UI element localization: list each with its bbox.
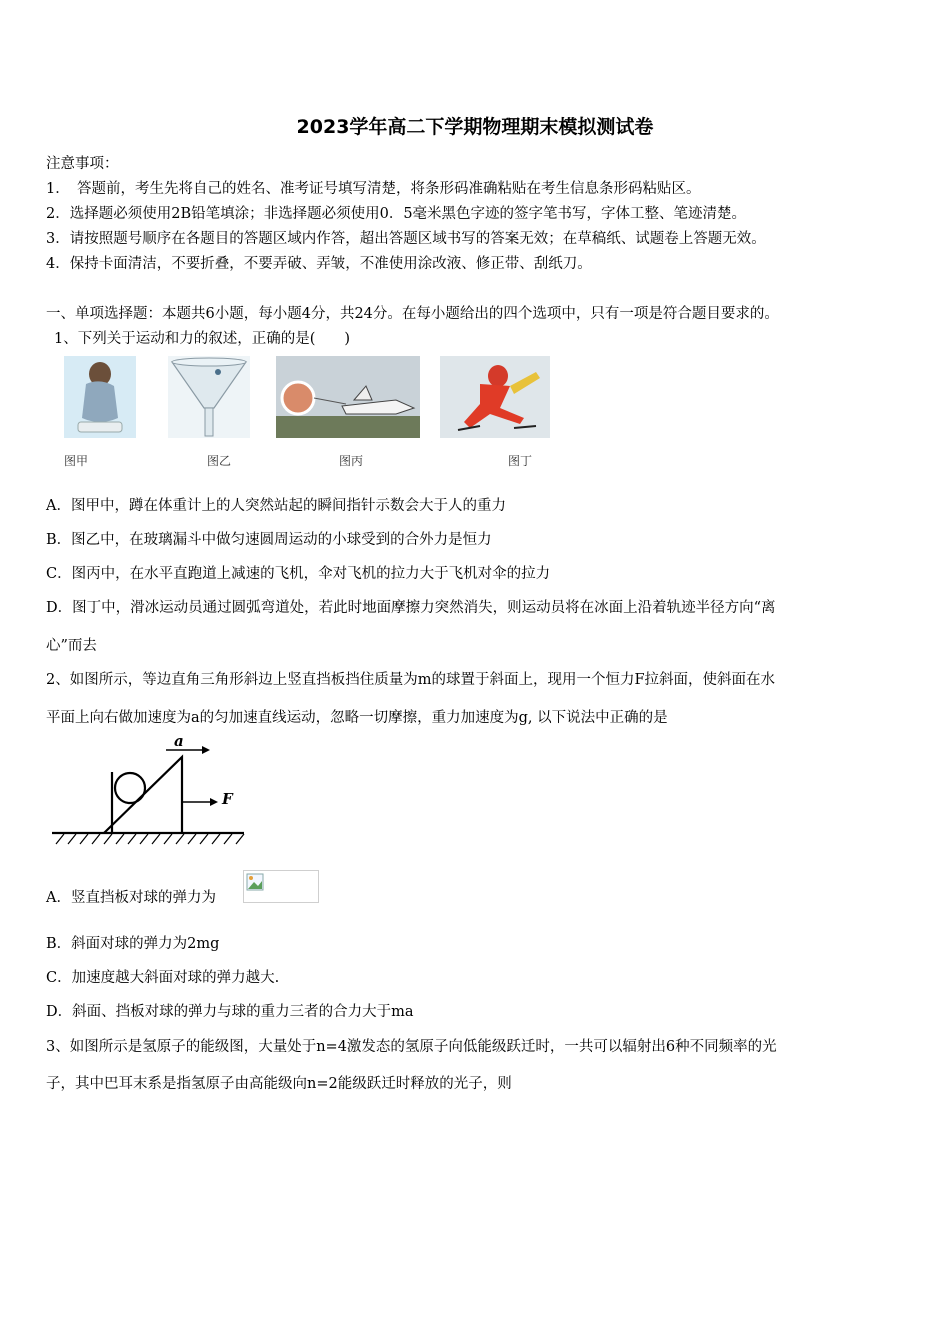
q1-option-b: B．图乙中，在玻璃漏斗中做匀速圆周运动的小球受到的合外力是恒力 (46, 532, 492, 548)
note-item: 1． 答题前，考生先将自己的姓名、准考证号填写清楚，将条形码准确粘贴在考生信息条形码粘贴区。 (46, 181, 701, 197)
figure-yi-funnel (168, 356, 250, 438)
funnel-icon (168, 356, 250, 438)
q3-stem-line2: 子，其中巴耳末系是指氢原子由高能级向n=2能级跃迁时释放的光子，则 (46, 1076, 512, 1092)
caption-ding: 图丁 (508, 454, 533, 468)
person-on-scale-icon (64, 356, 136, 438)
q3-stem-line1: 3、如图所示是氢原子的能级图，大量处于n=4激发态的氢原子向低能级跃迁时，一共可以辐射出6种不同频率的光 (46, 1039, 777, 1055)
q2-incline-figure (46, 732, 250, 848)
q1-option-d: D．图丁中，滑冰运动员通过圆弧弯道处，若此时地面摩擦力突然消失，则运动员将在冰面上沿着轨迹半径方向“离 (46, 600, 776, 616)
q2-stem-line2: 平面上向右做加速度为a的匀加速直线运动，忽略一切摩擦，重力加速度为g, 以下说法中正确的是 (46, 710, 668, 726)
figure-jia-photo (64, 356, 136, 438)
q2-option-a: A．竖直挡板对球的弹力为 (46, 890, 216, 906)
broken-image-placeholder (243, 870, 319, 903)
note-item: 3．请按照题号顺序在各题目的答题区域内作答，超出答题区域书写的答案无效；在草稿纸、试题卷上答题无效。 (46, 231, 766, 247)
q1-option-d-cont: 心”而去 (46, 638, 97, 654)
acceleration-label: a (174, 732, 184, 750)
q2-option-c: C．加速度越大斜面对球的弹力越大. (46, 970, 280, 986)
force-label: F (222, 790, 233, 808)
figure-bing-shuttle (276, 356, 420, 438)
caption-bing: 图丙 (339, 454, 364, 468)
q1-stem: 1、下列关于运动和力的叙述，正确的是( ) (54, 331, 351, 347)
page-title: 2023学年高二下学期物理期末模拟测试卷 (296, 116, 654, 138)
q1-option-c: C．图丙中，在水平直跑道上减速的飞机，伞对飞机的拉力大于飞机对伞的拉力 (46, 566, 551, 582)
skater-icon (440, 356, 550, 438)
q1-option-a: A．图甲中，蹲在体重计上的人突然站起的瞬间指针示数会大于人的重力 (46, 498, 506, 514)
caption-yi: 图乙 (207, 454, 232, 468)
caption-jia: 图甲 (64, 454, 89, 468)
incline-diagram (46, 732, 250, 848)
q2-stem-line1: 2、如图所示，等边直角三角形斜边上竖直挡板挡住质量为m的球置于斜面上，现用一个恒力F拉斜面，使斜面在水 (46, 672, 776, 688)
broken-image-icon (246, 873, 266, 893)
section-heading: 一、单项选择题：本题共6小题，每小题4分，共24分。在每小题给出的四个选项中，只有一项是符合题目要求的。 (46, 306, 779, 322)
note-item: 2．选择题必须使用2B铅笔填涂；非选择题必须使用0．5毫米黑色字迹的签字笔书写，字体工整、笔迹清楚。 (46, 206, 747, 222)
q2-option-b: B．斜面对球的弹力为2mg (46, 936, 220, 952)
note-item: 4．保持卡面清洁，不要折叠，不要弄破、弄皱，不准使用涂改液、修正带、刮纸刀。 (46, 256, 592, 272)
q2-option-d: D．斜面、挡板对球的弹力与球的重力三者的合力大于ma (46, 1004, 414, 1020)
figure-ding-skater (440, 356, 550, 438)
notes-heading: 注意事项： (46, 156, 119, 172)
shuttle-parachute-icon (276, 356, 420, 438)
